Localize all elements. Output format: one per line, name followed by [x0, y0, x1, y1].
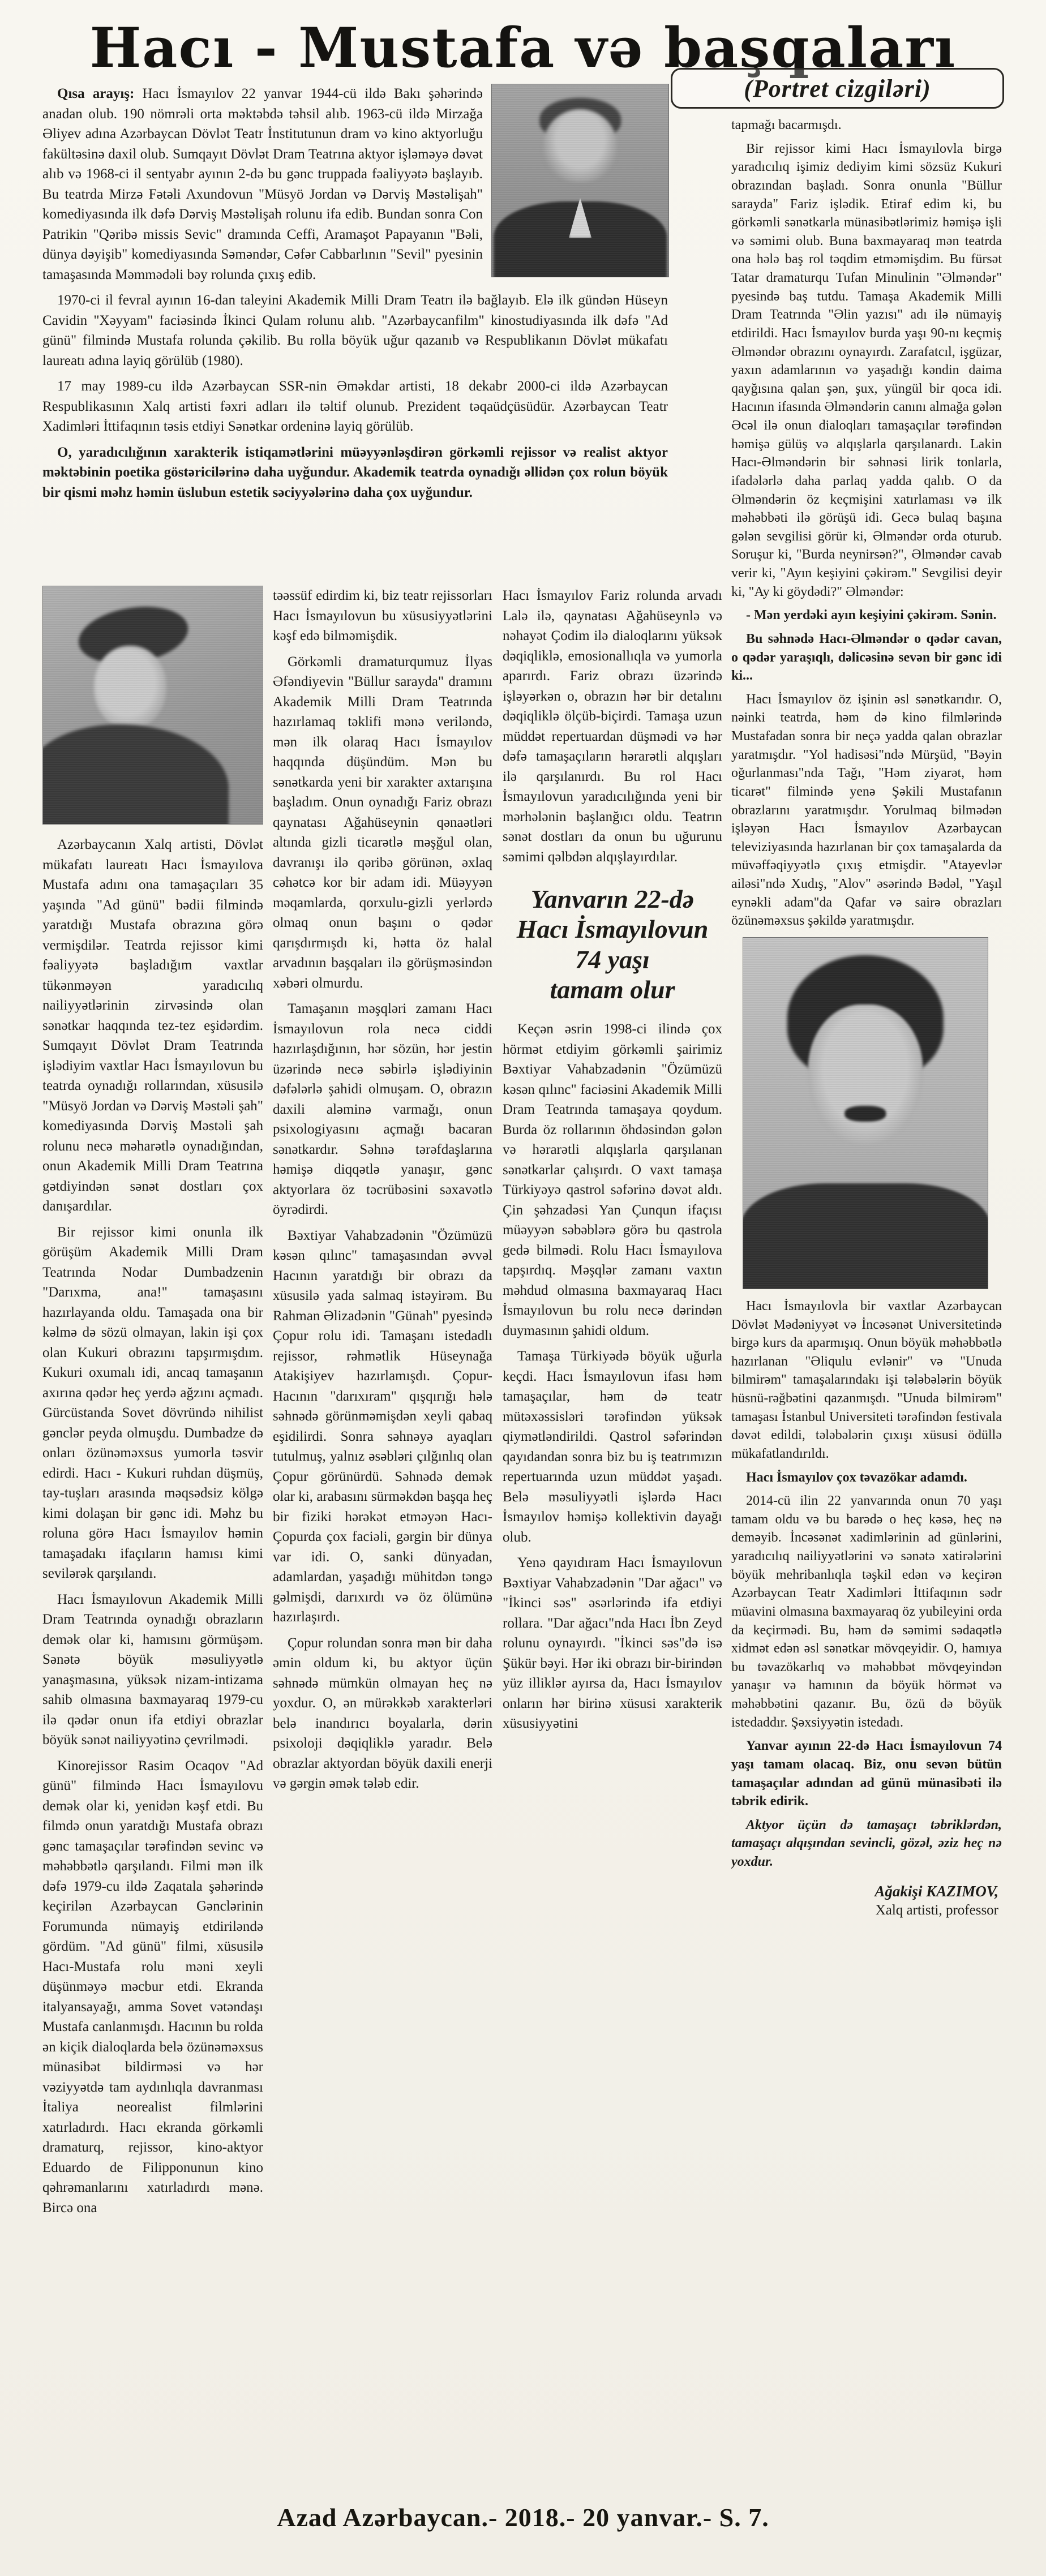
article-headline: Hacı - Mustafa və başqaları [89, 16, 957, 80]
sub-headline-birthday [503, 884, 722, 1004]
column-2-text [273, 586, 492, 1794]
body-paragraph: Bəxtiyar Vahabzadənin "Özümüzü kəsən qılınc" tamaşasından əvvəl Hacının yaratdığı bir obrazı da xüsusilə yada salmaq istəyirəm. Bu Rahman Əlizadənin "Günah" pyesində Çopur rolu idi. Tamaşanı istedadlı rejissor, rəhmətlik Hüseynağa Atakişiyev hazırlamışdı. Çopur-Hacının "darıxıram" qışqırığı hələ səhnədə görünməmişdən xeyli qabaq eşidilirdi. Sonra səhnəyə ayaqları tutulmuş, yalnız əsəbləri çılğınlıq olan Çopur görünürdü. Səhnədə demək olar ki, arabasını sürməkdən başqa heç bir fiziki hərəkət etməyən Hacı-Çopurda çox faciəli, gərgin bir dünya var idi. O, sanki dünyadan, adamlardan, yaşadığı mühitdən təngə gəlmişdi, darıxırdı və öz ölümünə hazırlaşırdı. [273, 1227, 492, 1625]
intro-brief-block [42, 84, 483, 285]
body-paragraph: Hacı İsmayılov çox təvazökar adamdı. [746, 1470, 967, 1485]
intro-paragraph: O, yaradıcılığının xarakterik istiqamətlərini müəyyənləşdirən görkəmli rejissor və realist aktyor məktəbinin poetika göstəricilərinə daha uyğundur. Akademik teatrda oynadığı əllidən çox rolun böyük bir qismi məhz həmin üslubun estetik səciyyələrinə daha çox uyğundur. [42, 444, 668, 500]
sub-headline-line: Yanvarın 22-də [530, 885, 695, 913]
body-paragraph: təəssüf edirdim ki, biz teatr rejissorları Hacı İsmayılovun bu xüsusiyyətlərini kəşf edə bilməmişdik. [273, 588, 492, 643]
intro-paragraph: Qısa arayış: Hacı İsmayılov 22 yanvar 1944-cü ildə Bakı şəhərində anadan olub. 190 nömrəli orta məktəbdə təhsil alıb. 1963-cü ildə Mirzağa Əliyev adına Azərbaycan Dövlət Teatr İnstitutunun dram və kino aktyorluğu fakültəsinə daxil olub. Sumqayıt Dövlət Dram Teatrına aktyor işləməyə dəvət alıb və 1968-ci il sentyabr ayının 2-də bu gənc truppada fəaliyyətə başlayıb. Bu teatrda Mirzə Fətəli Axundovun "Müsyö Jordan və Dərviş Məstəlişah" komediyasında ilk dəfə Dərviş Məstəlişah rolunu ifa edib. Bundan sonra Con Patrikin "Qəribə missis Sevic" dramında Ceffi, Aramaşot Papayanın "Bəli, dünya dəyişib" komediyasında Səməndər, Cəfər Cabbarlının "Sevil" pyesinin tamaşasında Məmmədəli bəy rolunda çıxış edib. [42, 86, 483, 282]
photo-actor-with-mustache [743, 937, 988, 1289]
body-paragraph: Bu səhnədə Hacı-Əlməndər o qədər cavan, o qədər yaraşıqlı, dəlicəsinə sevən bir gənc idi ki... [731, 631, 1002, 684]
body-paragraph: Hacı İsmayılovla bir vaxtlar Azərbaycan Dövlət Mədəniyyət və İncəsənət Universitetində birgə kurs da aparmışıq. Onun böyük məhəbbətlə hazırlanan "Əliqulu evlənir" və "Unuda bilmirəm" tamaşalarındakı işi tələbələrin böyük hüsnü-rəğbətini qazanmışdı. "Unuda bilmirəm" tamaşası İstanbul Universiteti tərəfindən festivala dəvət edildi, tələbələrin çıxışı xüsusi ödüllə mükafatlandırıldı. [731, 1298, 1002, 1461]
photo-actor-with-cap [42, 586, 263, 825]
body-paragraph: Keçən əsrin 1998-ci ilində çox hörmət etdiyim görkəmli şairimiz Bəxtiyar Vahabzadənin "Özümüzü kəsən qılınc" faciəsini Akademik Milli Dram Teatrında tamaşaya qoydum. Burda öz rollarının öhdəsindən gələn və hərarətli alqışlarla qarşılanan sənətkarlar çalışırdı. O vaxt tamaşa Türkiyəyə qastrol səfərinə dəvət aldı. Çin şəhzadəsi Yan Çunqun ifaçısı müəyyən səbəblərə görə bu qastrola gedə bilmədi. Rolu Hacı İsmayılova tapşırdıq. Məşqlər zamanı vaxtın məhdud olmasına baxmayaraq Hacı İsmayılovun bu rolu necə dərindən duymasının şahidi oldum. [503, 1021, 722, 1338]
body-paragraph: Bir rejissor kimi onunla ilk görüşüm Akademik Milli Dram Teatrında Nodar Dumbadzenin "Darıxma, ana!" tamaşasını hazırlayanda oldu. Tamaşada ona bir kəlmə də sözü olmayan, lakin işi çox olan Kukuri obrazını tapşırmışdım. Kukuri oxumalı idi, ancaq tamaşanın axırına qədər heç yerdə ağzını açmadı. Gürcüstanda Sovet dövründə nihilist gənclər peyda olmuşdu. Dumbadze də onları özünəməxsus yumorla təsvir edirdi. Hacı - Kukuri ruhdan düşmüş, tay-tuşları arasında məqsədsiz kölgə kimi dolaşan bir gənc idi. Məhz bu roluna görə Hacı İsmayılov həmin tamaşadakı ifaçıların hamısı kimi sevilərək qarşılandı. [42, 1224, 263, 1581]
badge-label: (Portret cizgiləri) [744, 74, 931, 102]
column-1 [42, 586, 263, 2515]
body-paragraph: Hacı İsmayılov Fariz rolunda arvadı Lalə ilə, qaynatası Ağahüseynlə və nəhayət Çodim ilə dialoqlarını yüksək dəqiqliklə, emosionallıqla və yumorla aparırdı. Fariz obrazı üzərində işləyərkən o, obrazın hər bir detalını dəqiqliklə ölçüb-biçirdi. Tamaşa uzun müddət repertuardan düşmədi və hər dəfə tamaşaçıların hərarətli alqışları ilə qarşılanırdı. Bu rol Hacı İsmayılovun yaradıcılığında yeni bir mərhələnin başlanğıcı oldu. Teatrın sənət dostları da onun bu uğurunu səmimi qəlbdən alqışlayırdılar. [503, 588, 722, 865]
column-4-top-text [731, 116, 1002, 930]
column-1-text [42, 835, 263, 2218]
body-paragraph: Aktyor üçün də tamaşaçı təbriklərdən, tamaşaçı alqışından sevincli, gözəl, əziz heç nə yoxdur. [731, 1817, 1002, 1869]
body-paragraph: Yenə qayıdıram Hacı İsmayılovun Bəxtiyar Vahabzadənin "Dar ağacı" və "İkinci səs" əsərlərində ifa etdiyi rollara. "Dar ağacı"nda Hacı İbn Zeyd rolunu oynayırdı. "İkinci səs"də isə Şükür bəyi. Hər iki obrazı bir-birindən yüz illiklər ayırsa da, Hacı İsmayılov onların hər birinə xüsusi xarakterik xüsusiyyətini [503, 1555, 722, 1732]
intro-paragraph: 1970-ci il fevral ayının 16-dan taleyini Akademik Milli Dram Teatrı ilə bağlayıb. Elə ilk gündən Hüseyn Cavidin "Xəyyam" faciəsində İkinci Qulam rolunu alıb. "Azərbaycanfilm" kinostudiyasında ilk dəfə "Ad günü" filmində Mustafa rolunda çəkilib. Bu rolla böyük uğur qazanıb və Respublikanın Dövlət mükafatı laureatı adına layiq görülüb (1980). [42, 293, 668, 368]
body-paragraph: Azərbaycanın Xalq artisti, Dövlət mükafatı laureatı Hacı İsmayılova Mustafa adını ona tamaşaçıları 35 yaşında "Ad günü" bədii filmində yaratdığı Mustafa obrazına görə vermişdilər. Teatrda rejissor kimi fəaliyyətə başladığım vaxtlar tükənməyən yaradıcılıq nailiyyətlərinin zirvəsində olan sənətkar haqqında tez-tez eşidərdim. Sumqayıt Dövlət Dram Teatrında işlədiyim vaxtlar Hacı İsmayılovun bu teatrda oynadığı rollarından, xüsusilə "Müsyö Jordan və Dərviş Məstəli şah" komediyasında Dərviş Məstəli şah rolunu necə məharətlə oynadığından, onun Akademik Milli Dram Teatrına gətdiyindən sənət dostları çox danışardılar. [42, 837, 263, 1214]
body-paragraph: Hacı İsmayılovun Akademik Milli Dram Teatrında oynadığı obrazların demək olar ki, hamısını görmüşəm. Sənətə böyük məsuliyyətlə yanaşmasına, yüksək nizam-intizama sahib olmasına baxmayaraq 1979-cu ilə qədər onun ifa etdiyi obrazlar böyük sənət nailiyyətinə çevrilmədi. [42, 1591, 263, 1748]
body-paragraph: Görkəmli dramaturqumuz İlyas Əfəndiyevin "Büllur sarayda" dramını Akademik Milli Dram Teatrında hazırlamaq təklifi mənə veriləndə, mən ilk olaraq Hacı İsmayılov haqqında düşündüm. Mən bu sənətkarda yeni bir xarakter axtarışına başladım. Onun oynadığı Fariz obrazı qaynatası Ağahüseynin qənaətləri altında gizli ticarətlə məşğul olan, davranışı ilə qəribə görünən, əxlaq cəhətcə kor bir adam idi. Müəyyən məqamlarda, qorxulu-gizli yerlərdə olmaq onun başını o qədər qarışdırmışdı ki, hətta öz halal arvadının başqaları ilə görüşməsindən xəbəri olmurdu. [273, 654, 492, 991]
body-paragraph: Bir rejissor kimi Hacı İsmayılovla birgə yaradıcılıq işimiz dediyim kimi sözsüz Kukuri obrazından başladı. Sonra onunla "Büllur sarayda" Fariz işlədik. Etiraf edim ki, bu görkəmli sənətkarla münasibətlərimiz həmişə işli və səmimi olub. Buna baxmayaraq mən teatrda ona hələ baş rol təqdim etməmişdim. Bu fürsət Tatar dramaturqu Tufan Minulinin "Əlməndər" pyesində baş tutdu. Tamaşa Akademik Milli Dram Teatrında "Əlin yazısı" adı ilə nümayiş etdirildi. Hacı İsmayılov burda yaşı 90-nı keçmiş Əlməndər obrazını oynayırdı. Zarafatcıl, işgüzar, yaxın adamlarının və yaşadığı kəndin daima qayğısına qalan şən, şux, yüngül bir qoca idi. Hacının ifasında Əlməndərin canını almağa gələn Əcəl ilə onun dialoqları tamaşaçılar tərəfindən həmişə gülüş və alqışlarla qarşılanardı. Lakin Hacı-Əlməndərin bir səhnəsi lirik tonlarla, ifadələrlə daha parlaq yadda qalıb. O da Əlməndərin öz keçmişini xatırlaması və ilk məhəbbəti ilə görüşü idi. Gecə bulaq başına gələn sevgilisi görür ki, Əlməndər orda oturub. Soruşur ki, "Burda neynirsən?", Əlməndər cavab verir ki, "Ayın keşiyini çəkirəm." Sevgilisi deyir ki, "Ay ki göydədi?" Əlməndər: [731, 141, 1002, 599]
author-title: Xalq artisti, professor [875, 1902, 998, 1918]
photo2-grain-overlay [43, 586, 263, 824]
column-3-top-text [503, 586, 722, 867]
author-signature [731, 1882, 1002, 1920]
body-paragraph: Çopur rolundan sonra mən bir daha əmin oldum ki, bu aktyor üçün səhnədə mümkün olmayan heç nə yoxdur. O, ən mürəkkəb xarakterləri belə inandırıcı boyalarla, dərin psixoloji dəqiqliklə yaradır. Belə obrazlar aktyordan böyük daxili enerji və gərgin əmək tələb edir. [273, 1635, 492, 1791]
photo3-grain-overlay [743, 938, 988, 1289]
portrait-sketches-badge [671, 68, 1004, 109]
intro-section [42, 84, 668, 508]
body-paragraph: Tamaşanın məşqləri zamanı Hacı İsmayılovun rola necə ciddi hazırlaşdığının, hər sözün, hər jestin üzərində necə səbirlə işlədiyinin dəfələrlə şahidi olmuşam. O, obrazın daxili aləminə varmağı, onun psixologiyasını açmağı bacaran sənətkardır. Səhnə tərəfdaşlarına həmişə diqqətlə yanaşır, gənc aktyorlara öz təcrübəsini səxavətlə öyrədirdi. [273, 1001, 492, 1217]
author-name: Ağakişi KAZIMOV, [874, 1882, 998, 1900]
column-4-bottom-text [731, 1297, 1002, 1871]
body-paragraph: tapmağı bacarmışdı. [731, 118, 842, 132]
intro-wide-block [42, 290, 668, 503]
body-paragraph: 2014-cü ilin 22 yanvarında onun 70 yaşı tamam oldu və bu barədə o heç kəsə, heç nə deməyib. İncəsənət xadimlərinin ad günlərini, yaradıcılıq nailiyyətlərini və sənətə xatirələrini böyük mehribanlıqla təşkil edən və keçirən Azərbaycan Teatr Xadimləri İttifaqının sədr müavini olmasına baxmayaraq öz yubileyini orda da keçirmədi. Bu, həm də səmimi sədaqətlə xidmət edən əsl sənətkar mövqeyidir. O, hamıya bu təvazökarlıq və məhəbbət mövqeyindən yanaşır və hamının da böyük hörmət və məhəbbətini qazanır. Bu, özü də böyük istedaddır. Şəxsiyyətin istedadı. [731, 1493, 1002, 1730]
body-paragraph: Kinorejissor Rasim Ocaqov "Ad günü" filmində Hacı İsmayılovu demək olar ki, yenidən kəşf etdi. Bu filmdə onun yaratdığı Mustafa obrazı gənc tamaşaçılar tərəfindən sevinc və məhəbbətlə qarşılandı. Filmi mən ilk dəfə 1979-cu ildə Zaqatala şəhərində keçirilən Azərbaycan Gənclərinin Forumunda nümayiş etdiriləndə gördüm. "Ad günü" filmi, xüsusilə Hacı-Mustafa rolu məni xeyli düşünməyə məcbur etdi. Ekranda italyansayağı, amma Sovet vətəndaşı Mustafa canlanmışdı. Hacının bu rolda ən kiçik dialoqlarda belə özünəməxsus münasibət bildirməsi və hər vəziyyətdə tam aydınlıqla davranması İtaliya neorealist filmlərini xatırladırdı. Hacı ekranda görkəmli dramaturq, rejissor, kino-aktyor Eduardo de Filipponunun kino qəhrəmanlarını xatırladırdı mənə. Bircə ona [42, 1758, 263, 2216]
intro-paragraph: 17 may 1989-cu ildə Azərbaycan SSR-nin Əməkdar artisti, 18 dekabr 2000-ci ildə Azərbaycan Respublikasının Xalq artisti fəxri adları ilə təltif olunub. Prezident təqaüdçüsüdür. Azərbaycan Teatr Xadimləri İttifaqının təsis etdiyi Sənətkar ordeninə layiq görülüb. [42, 379, 668, 434]
column-4 [731, 116, 1002, 2518]
sub-headline-line: Hacı İsmayılovun [516, 915, 709, 944]
source-citation: Azad Azərbaycan.- 2018.- 20 yanvar.- S. 7. [277, 2503, 769, 2532]
body-paragraph: Yanvar ayının 22-də Hacı İsmayılovun 74 yaşı tamam olacaq. Biz, onu sevən bütün tamaşaçılar adından ad günü münasibəti ilə təbrik edirik. [731, 1738, 1002, 1809]
body-paragraph: - Mən yerdəki ayın keşiyini çəkirəm. Sənin. [746, 608, 997, 623]
body-paragraph: Tamaşa Türkiyədə böyük uğurla keçdi. Hacı İsmayılovun ifası həm tamaşaçılar, həm də teatr mütəxəssisləri tərəfindən yüksək qiymətləndirildi. Qastrol səfərindən qayıdandan sonra biz bu iş teatrımızın repertuarında uzun müddət yaşadı. Belə məsuliyyətli işlərdə Hacı İsmayılov həmişə kollektivin dayağı olub. [503, 1349, 722, 1545]
column-3 [503, 586, 722, 2515]
column-2 [273, 586, 492, 2515]
body-paragraph: Hacı İsmayılov öz işinin əsl sənətkarıdır. O, nəinki teatrda, həm də kino filmlərində Mustafadan sonra bir neçə yadda qalan obrazlar yaratmışdır. "Yol hadisəsi"ndə Mürşüd, "Bəyin oğurlanması"nda Tağı, "Həm ziyarət, həm ticarət" filmində yenə Şəkili Mustafanın obrazlarını yaratmışdır. Yorulmaq bilmədən işləyən Hacı İsmayılov Azərbaycan televiziyasında hazırlanan bir çox tamaşalarda da müvəffəqiyyətlə çıxış etmişdir. "Atayevlər ailəsi"ndə Xudış, "Alov" əsərində Bədəl, "Yaşıl eynəkli adam"da Qafar və sairə obrazları özünəməxsus şəkildə yaratmışdır. [731, 692, 1002, 929]
column-3-bottom-text [503, 1019, 722, 1734]
sub-headline-line: tamam olur [550, 975, 675, 1004]
sub-headline-line: 74 yaşı [575, 944, 650, 974]
